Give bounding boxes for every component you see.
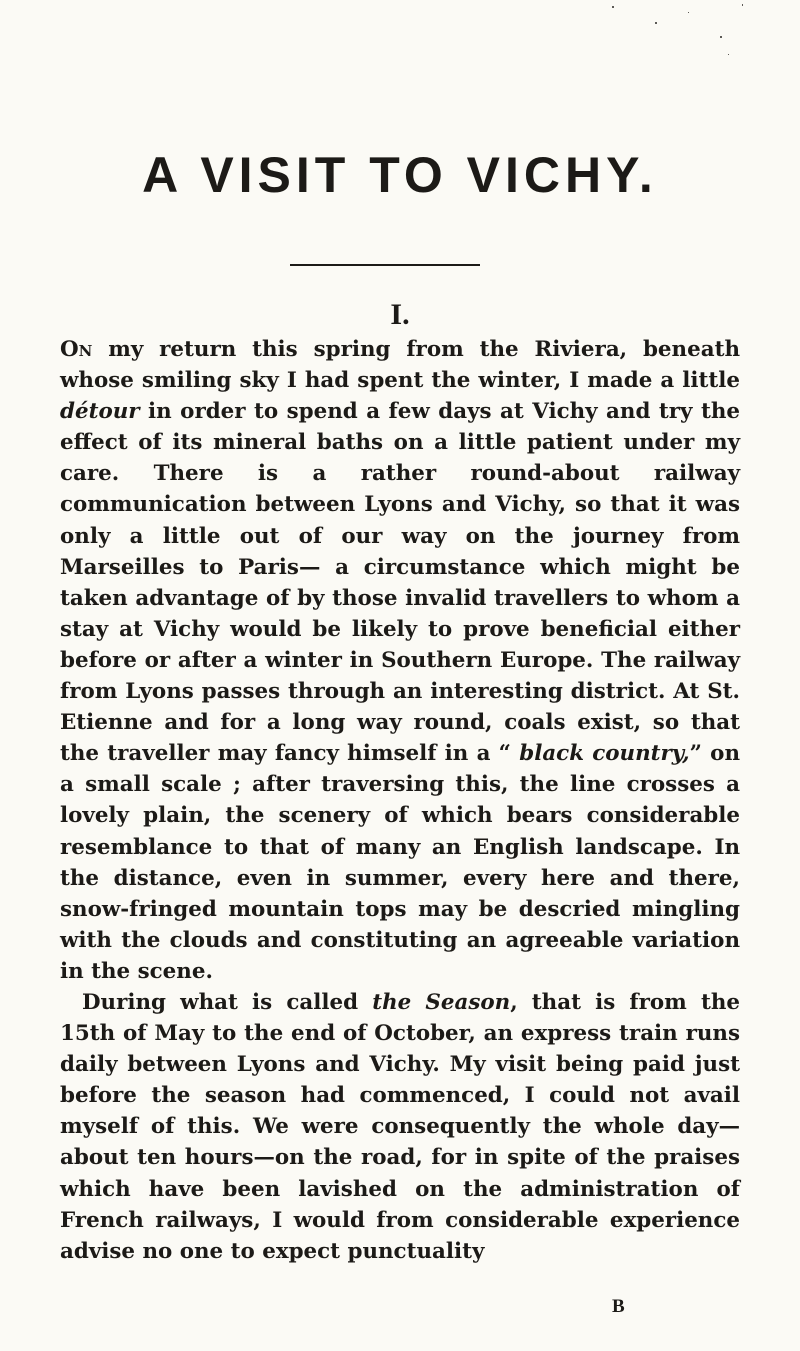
italic-segment: détour	[60, 399, 140, 425]
paragraph-2	[60, 987, 740, 1267]
italic-segment: the Season	[372, 989, 511, 1015]
print-speck	[688, 12, 689, 13]
body-text	[60, 334, 740, 1267]
text-segment: my return this spring from the Riviera, beneath whose smiling sky I had spent the winter, I made a little	[60, 337, 740, 394]
print-speck	[655, 22, 657, 24]
title-rule	[290, 264, 480, 266]
print-speck	[720, 36, 722, 38]
chapter-title: A VISIT TO VICHY.	[142, 147, 658, 203]
print-speck	[742, 4, 743, 6]
print-speck	[728, 54, 729, 55]
paragraph-lead-word: On	[60, 337, 93, 362]
text-segment: , that is from the 15th of May to the end of October, an express train runs daily between Lyons and Vichy. My visit being paid just before the season had commenced, I could not avail myself of this. We were consequently the whole day—about ten hours—on the road, for in spite of the praises which have been lavished on the administration of French railways, I would from considerable experience advise no one to expect punctuality	[60, 989, 740, 1264]
section-number: I.	[390, 298, 410, 331]
print-speck	[612, 6, 614, 8]
signature-mark: B	[612, 1296, 625, 1317]
text-segment: During what is called	[82, 989, 373, 1015]
text-segment: ” on a small scale ; after traversing this, the line crosses a lovely plain, the scenery of which bears considerable resemblance to that of many an English landscape. In the distance, even in summer, every here and there, snow-fringed mountain tops may be descried mingling with the clouds and constituting an agreeable variation in the scene.	[60, 741, 740, 984]
paragraph-1	[60, 334, 740, 987]
italic-segment: black country,	[519, 741, 690, 767]
text-segment: in order to spend a few days at Vichy and try the effect of its mineral baths on a little patient under my care. There is a rather round-about railway communication between Lyons and Vichy, so that it was only a little out of our way on the journey from Marseilles to Paris— a circumstance which might be taken advantage of by those invalid travellers to whom a stay at Vichy would be likely to prove beneficial either before or after a winter in Southern Europe. The railway from Lyons passes through an interesting district. At St. Etienne and for a long way round, coals exist, so that the traveller may fancy himself in a “	[60, 399, 740, 767]
